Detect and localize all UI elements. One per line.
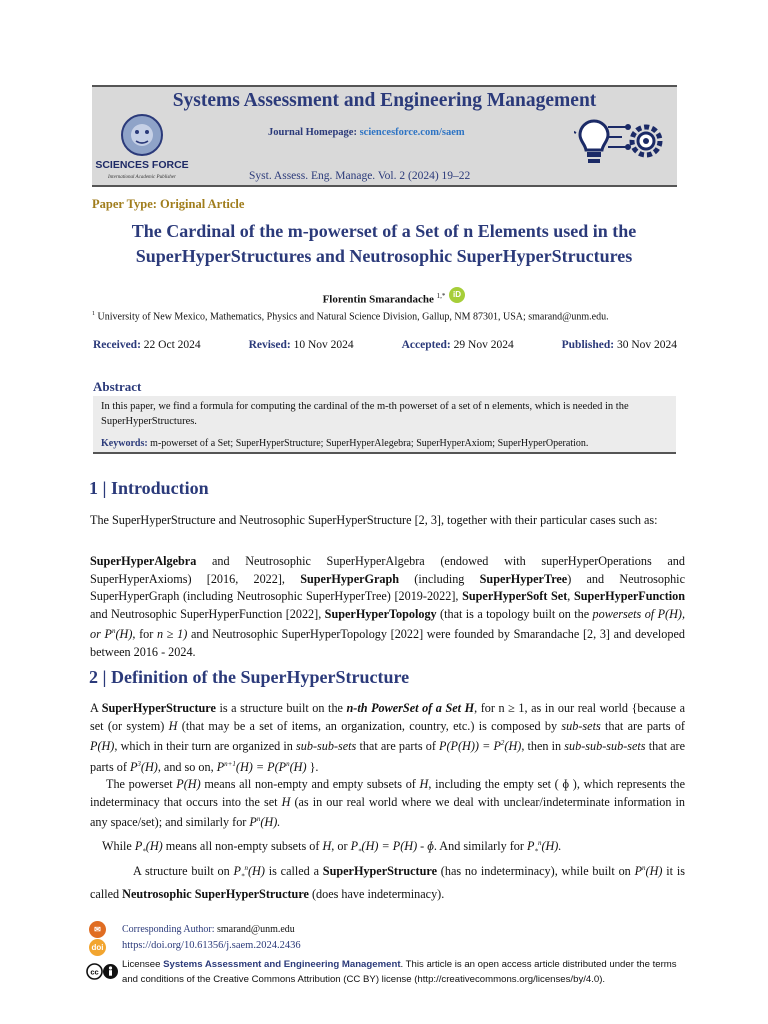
logo-subtext: International Academic Publisher xyxy=(108,175,176,180)
paper-type: Paper Type: Original Article xyxy=(92,197,245,211)
journal-title: Systems Assessment and Engineering Management xyxy=(172,90,597,111)
definition-paragraph-3: While $P_*(H)$ means all non-empty subsets of H, or $P_*(H) = P(H)$ - ɸ. And similarly for $P_*^n(H)$. xyxy=(102,839,562,856)
keywords xyxy=(101,438,669,449)
doi-link[interactable]: https://doi.org/10.61356/j.saem.2024.2436 xyxy=(122,940,301,951)
cc-by-license-icon xyxy=(86,963,120,980)
author-line xyxy=(0,292,768,306)
homepage-label: Journal Homepage: xyxy=(268,127,357,138)
abstract-heading: Abstract xyxy=(93,379,142,394)
journal-citation: Syst. Assess. Eng. Manage. Vol. 2 (2024) 19–22 xyxy=(249,170,471,182)
author-superscript: 1,* xyxy=(436,292,446,300)
date-published: Published: 30 Nov 2024 xyxy=(561,339,677,351)
logo-text: SCIENCES FORCE xyxy=(95,159,189,171)
journal-homepage xyxy=(268,127,465,138)
definition-paragraph-2: The powerset P(H) means all non-empty and empty subsets of H, including the empty set ( ɸ ), which represents the indeterminacy that occurs into the set H (as in our real world where we deal with unclear/indeterminate information in any space/set); and similarly for $P^n(H)$. xyxy=(90,777,685,830)
corr-label: Corresponding Author: xyxy=(122,924,215,935)
orcid-icon[interactable]: iD xyxy=(449,287,465,303)
keywords-label: Keywords: xyxy=(101,438,148,449)
intro-paragraph-2: SuperHyperAlgebra and Neutrosophic SuperHyperAlgebra (endowed with superHyperOperations and SuperHyperAxioms) [2016, 2022], SuperHyperGraph (including SuperHyperTree) and Neutrosophic SuperHyperGraph (including Neutrosophic SuperHyperTree) [2019-2022], SuperHyperSoft Set, SuperHyperFunction and Neutrosophic SuperHyperFunction [2022], SuperHyperTopology (that is a topology built on the powersets of P(H), or $P^n(H)$, for n ≥ 1) and Neutrosophic SuperHyperTopology [2022] were founded by Smarandache [2, 3] and developed between 2016 - 2024. xyxy=(90,554,686,660)
intro-paragraph-1: The SuperHyperStructure and Neutrosophic SuperHyperStructure [2, 3], together with their particular cases such as: xyxy=(90,513,658,527)
affiliation-superscript: 1 xyxy=(92,311,95,317)
date-revised: Revised: 10 Nov 2024 xyxy=(248,339,354,351)
affiliation xyxy=(92,311,692,322)
affiliation-text: University of New Mexico, Mathematics, Physics and Natural Science Division, Gallup, NM 87301, USA; smarand@unm.edu. xyxy=(97,311,609,323)
cc-label: cc xyxy=(90,967,99,977)
paper-title-line-1: The Cardinal of the m-powerset of a Set of n Elements used in the xyxy=(131,221,637,241)
date-received: Received: 22 Oct 2024 xyxy=(93,339,201,351)
corresponding-author xyxy=(122,924,295,935)
paper-title xyxy=(80,219,688,269)
author-name: Florentin Smarandache xyxy=(322,293,434,306)
homepage-link[interactable]: sciencesforce.com/saem xyxy=(359,127,465,138)
doi-icon: doi xyxy=(89,939,106,956)
journal-banner xyxy=(92,85,677,187)
paper-title-line-2: SuperHyperStructures and Neutrosophic SuperHyperStructures xyxy=(135,246,633,266)
section-1-heading: 1 | Introduction xyxy=(89,478,209,498)
definition-paragraph-1: A SuperHyperStructure is a structure built on the n-th PowerSet of a Set H, for n ≥ 1, as in our real world {because a set (or system) H (that may be a set of items, an organization, country, etc.) is composed by sub-sets that are parts of P(H), which in their turn are organized in sub-sub-sets that are parts of $P(P(H)) = P^2(H)$, then in sub-sub-sub-sets that are parts of $P^3(H)$, and so on, $P^{n+1}(H) = P(P^n(H)$ }. xyxy=(90,701,685,774)
abstract-box xyxy=(93,396,676,454)
definition-paragraph-4: A structure built on $P_*^n(H)$ is called a SuperHyperStructure (has no indeterminacy), while built on $P^n(H)$ it is called Neutrosophic SuperHyperStructure (does have indeterminacy). xyxy=(90,864,685,902)
lightbulb-gear-icon xyxy=(574,115,670,175)
keywords-text: m-powerset of a Set; SuperHyperStructure; SuperHyperAlegebra; SuperHyperAxiom; SuperHyperOperation. xyxy=(150,438,589,449)
article-dates xyxy=(93,339,677,351)
section-2-heading: 2 | Definition of the SuperHyperStructure xyxy=(89,667,410,687)
license-text: Licensee Systems Assessment and Engineering Management. This article is an open access article distributed under the terms and conditions of the Creative Commons Attribution (CC BY) license (http://creativecommons.org/licenses/by/4.0). xyxy=(122,959,677,985)
abstract-text: In this paper, we find a formula for computing the cardinal of the m-th powerset of a set of n elements, which is needed in the SuperHyperStructures. xyxy=(101,401,629,427)
mail-icon: ✉ xyxy=(89,921,106,938)
corr-email[interactable]: smarand@unm.edu xyxy=(217,924,295,935)
sciences-force-logo xyxy=(94,111,190,183)
date-accepted: Accepted: 29 Nov 2024 xyxy=(401,339,514,351)
